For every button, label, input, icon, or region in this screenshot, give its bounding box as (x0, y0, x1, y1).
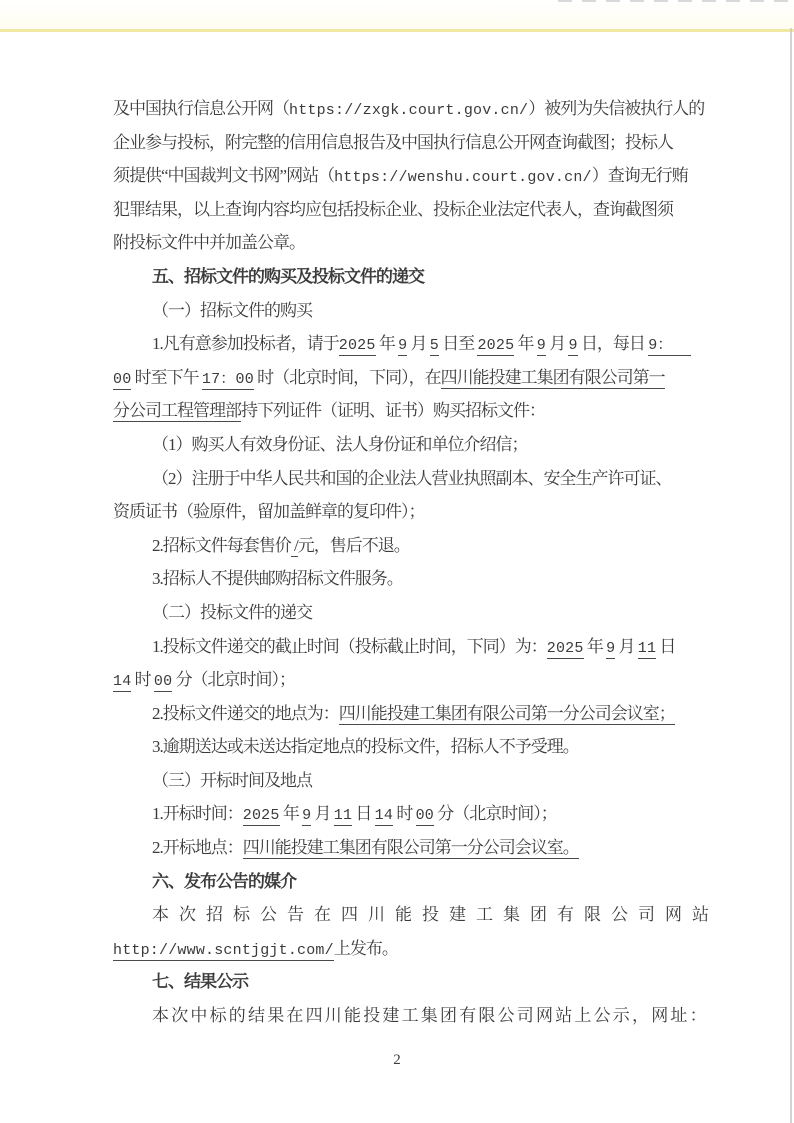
text-seg: 3.逾期送达或未送达指定地点的投标文件，招标人不予受理。 (152, 737, 579, 757)
heading-text: （一）招标文件的购买 (152, 300, 312, 320)
text-seg: 日 (656, 636, 676, 656)
heading-text: 五、招标文件的购买及投标文件的递交 (152, 266, 424, 286)
section-5-sub2-heading (113, 596, 680, 630)
text-seg: 月 (615, 636, 638, 656)
url-wenshu-court: https://wenshu.court.gov.cn/ (334, 169, 592, 187)
para-credit-check-line2 (113, 126, 680, 160)
para-credit-check-line3 (113, 159, 688, 193)
text-seg: 分（北京时间）； (433, 804, 557, 824)
page-number: 2 (393, 1052, 401, 1068)
text-seg: 犯罪结果，以上查询内容均应包括投标企业、投标企业法定代表人，查询截图须 (113, 199, 673, 219)
section-5-sub1-heading (113, 294, 680, 328)
para-submit-place (113, 697, 680, 731)
price-blank-field: / (290, 535, 298, 555)
scan-page-edge-line (790, 28, 792, 1123)
text-seg: 日至 (438, 334, 478, 354)
deadline-hour: 14 (113, 673, 132, 691)
para-result-publicity (113, 999, 709, 1033)
submit-location-name: 四川能投建工集团有限公司第一分公司会议室； (338, 703, 675, 723)
text-seg: 年 (375, 334, 399, 354)
heading-text: 六、发布公告的媒介 (152, 871, 296, 891)
text-seg: 年 (514, 334, 537, 354)
text-seg: 时至下午 (131, 367, 202, 387)
para-credit-check-line1 (113, 92, 705, 126)
open-hour: 14 (374, 807, 394, 825)
text-seg: 日 (352, 804, 375, 824)
sale-start-day: 5 (429, 337, 439, 355)
deadline-minute: 00 (153, 673, 173, 691)
sale-end-year: 2025 (477, 337, 515, 355)
section-5-sub3-heading (113, 764, 680, 798)
heading-text: 七、结果公示 (152, 972, 248, 992)
text-seg: ）被列为失信被执行人的 (528, 99, 705, 118)
company-dept-name-part2: 分公司工程管理部 (113, 401, 241, 421)
section-5-heading (113, 260, 680, 294)
para-late-delivery (113, 730, 680, 764)
company-name-part1: 四川能投建工集团有限公司第一 (440, 367, 665, 387)
para-required-doc-1 (113, 428, 680, 462)
text-seg: 月 (407, 334, 430, 354)
text-seg: 分（北京时间）； (172, 670, 296, 690)
daily-close-time: 17：00 (201, 370, 254, 388)
para-no-mail-order (113, 562, 680, 596)
section-6-heading (113, 865, 680, 899)
deadline-month: 9 (606, 639, 616, 657)
para-credit-check-line5 (113, 226, 680, 260)
para-submit-deadline-line2 (113, 663, 680, 697)
sale-start-month: 9 (398, 337, 408, 355)
open-day: 11 (333, 807, 353, 825)
text-seg: 附投标文件中并加盖公章。 (113, 233, 305, 253)
para-buy-terms-line2 (113, 361, 680, 395)
url-zxgk-court: https://zxgk.court.gov.cn/ (289, 102, 529, 119)
text-seg: 年 (583, 636, 607, 656)
text-seg: 时 (131, 670, 154, 690)
text-seg: 持下列证件（证明、证书）购买招标文件： (241, 401, 545, 421)
text-seg: 2.招标文件每套售价 (152, 535, 291, 555)
text-seg: （1）购买人有效身份证、法人身份证和单位介绍信； (152, 434, 528, 454)
sale-end-month: 9 (536, 337, 546, 355)
deadline-year: 2025 (546, 639, 584, 657)
para-required-doc-2-line1 (113, 462, 680, 496)
para-buy-terms-line1 (113, 327, 691, 361)
para-required-doc-2-line2 (113, 495, 680, 529)
text-seg: 2.投标文件递交的地点为： (152, 703, 339, 723)
heading-text: （三）开标时间及地点 (152, 770, 312, 790)
text-seg: 1.开标时间： (152, 804, 243, 824)
text-seg: ）查询无行贿 (591, 166, 688, 186)
open-location-name: 四川能投建工集团有限公司第一分公司会议室。 (242, 838, 579, 858)
text-seg: 时（北京时间，下同），在 (253, 367, 441, 387)
text-seg: 月 (545, 334, 569, 354)
text-seg: 资质证书（验原件，留加盖鲜章的复印件）； (113, 502, 425, 522)
para-announcement-media-line2 (113, 932, 680, 966)
daily-open-time-minutes: 00 (113, 370, 132, 388)
text-seg: 企业参与投标，附完整的信用信息报告及中国执行信息公开网查询截图；投标人 (113, 132, 673, 152)
text-seg: 及中国执行信息公开网（ (113, 99, 289, 118)
sale-start-year: 2025 (338, 337, 376, 355)
text-seg: 须提供“中国裁判文书网”网站（ (113, 166, 335, 186)
para-buy-terms-line3 (113, 394, 680, 428)
text-seg: 1.凡有意参加投标者，请于 (152, 334, 339, 354)
scan-artifact-top-line (558, 0, 794, 2)
text-seg: 元，售后不退。 (297, 535, 410, 555)
text-seg: 月 (311, 804, 334, 824)
text-seg: 时 (393, 804, 416, 824)
para-announcement-media-line1 (113, 898, 719, 932)
para-doc-price (113, 529, 680, 563)
deadline-day: 11 (637, 639, 657, 657)
open-minute: 00 (415, 807, 434, 825)
para-submit-deadline-line1 (113, 630, 680, 664)
text-seg: 年 (279, 804, 303, 824)
text-seg: 本次招标公告在四川能投建工集团有限公司网站 (152, 905, 719, 925)
text-seg: 3.招标人不提供邮购招标文件服务。 (152, 569, 403, 589)
heading-text: （二）投标文件的递交 (152, 602, 312, 622)
sale-end-day: 9 (568, 337, 578, 355)
section-7-heading (113, 965, 680, 999)
daily-open-time: 9： (648, 337, 691, 355)
text-seg: 2.开标地点： (152, 838, 243, 858)
text-seg: 本次中标的结果在四川能投建工集团有限公司网站上公示，网址： (152, 1006, 709, 1026)
text-seg: 1.投标文件递交的截止时间（投标截止时间，下同）为： (152, 636, 547, 656)
open-month: 9 (302, 807, 312, 825)
para-open-time (113, 797, 680, 831)
publish-url: http://www.scntjgjt.com/ (113, 941, 334, 959)
text-seg: 上发布。 (333, 938, 398, 958)
page-top-yellow-band (0, 0, 794, 32)
para-credit-check-line4 (113, 193, 680, 227)
open-year: 2025 (242, 807, 280, 825)
para-open-place (113, 831, 680, 865)
text-seg: （2）注册于中华人民共和国的企业法人营业执照副本、安全生产许可证、 (152, 468, 672, 488)
document-body (113, 92, 719, 1033)
text-seg: 日，每日 (577, 334, 649, 354)
